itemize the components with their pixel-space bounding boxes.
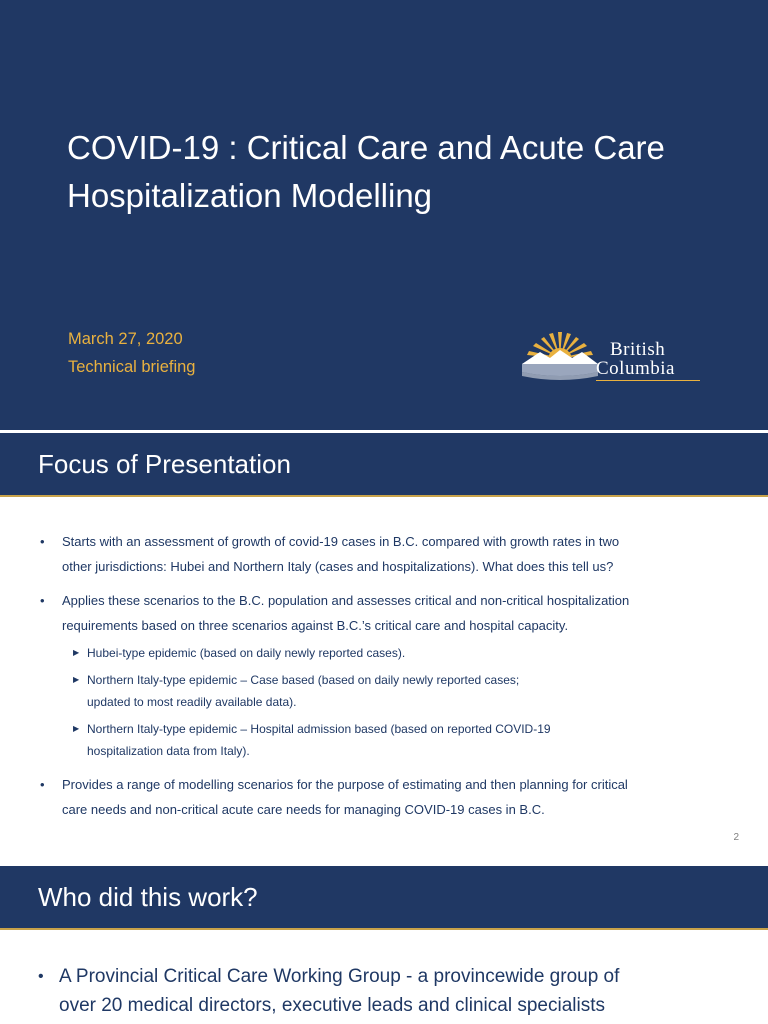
bullet-icon: • [40, 593, 45, 608]
title-slide [0, 0, 768, 430]
slide-heading: Focus of Presentation [38, 449, 291, 479]
bullet-icon: • [40, 777, 45, 792]
bullet-icon: • [40, 534, 45, 549]
bc-logo [520, 328, 710, 386]
slide-title: COVID-19 : Critical Care and Acute Care Hospitalization Modelling [67, 129, 665, 214]
bullet-list [40, 529, 700, 831]
bc-wordmark: British Columbia [596, 340, 700, 381]
slide-header [0, 866, 768, 930]
page-number: 2 [733, 832, 739, 843]
sub-list-item: ▶ Northern Italy-type epidemic – Case based (based on daily newly reported cases; updated to most readily available data). [40, 669, 700, 713]
slide-heading: Who did this work? [38, 882, 258, 912]
sub-list-item: ▶ Hubei-type epidemic (based on daily newly reported cases). [40, 642, 700, 664]
list-item: • A Provincial Critical Care Working Group - a provincewide group of over 20 medical directors, executive leads and clinical specialists [38, 962, 718, 1020]
date-text: March 27, 2020 [68, 330, 183, 348]
triangle-bullet-icon: ▶ [73, 648, 80, 657]
list-item: • Starts with an assessment of growth of covid-19 cases in B.C. compared with growth rates in two other jurisdictions: Hubei and Northern Italy (cases and hospitalizations). What does this tell us? [40, 529, 700, 579]
slide-header [0, 433, 768, 497]
sub-list-item: ▶ Northern Italy-type epidemic – Hospital admission based (based on reported COVID-19 hospitalization data from Italy). [40, 718, 700, 762]
focus-slide [0, 433, 768, 865]
bullet-list [38, 962, 718, 1020]
triangle-bullet-icon: ▶ [73, 724, 80, 733]
list-item: • Provides a range of modelling scenarios for the purpose of estimating and then planning for critical care needs and non-critical acute care needs for managing COVID-19 cases in B.C. [40, 772, 700, 822]
who-slide [0, 866, 768, 1024]
triangle-bullet-icon: ▶ [73, 675, 80, 684]
list-item: • Applies these scenarios to the B.C. population and assesses critical and non-critical hospitalization requirements based on three scenarios against B.C.’s critical care and hospital capacity. [40, 588, 700, 638]
slide-meta [68, 325, 196, 381]
bc-sun-mountain-logo-icon [520, 328, 600, 386]
subtitle-text: Technical briefing [68, 358, 196, 376]
bullet-icon: • [38, 968, 44, 985]
